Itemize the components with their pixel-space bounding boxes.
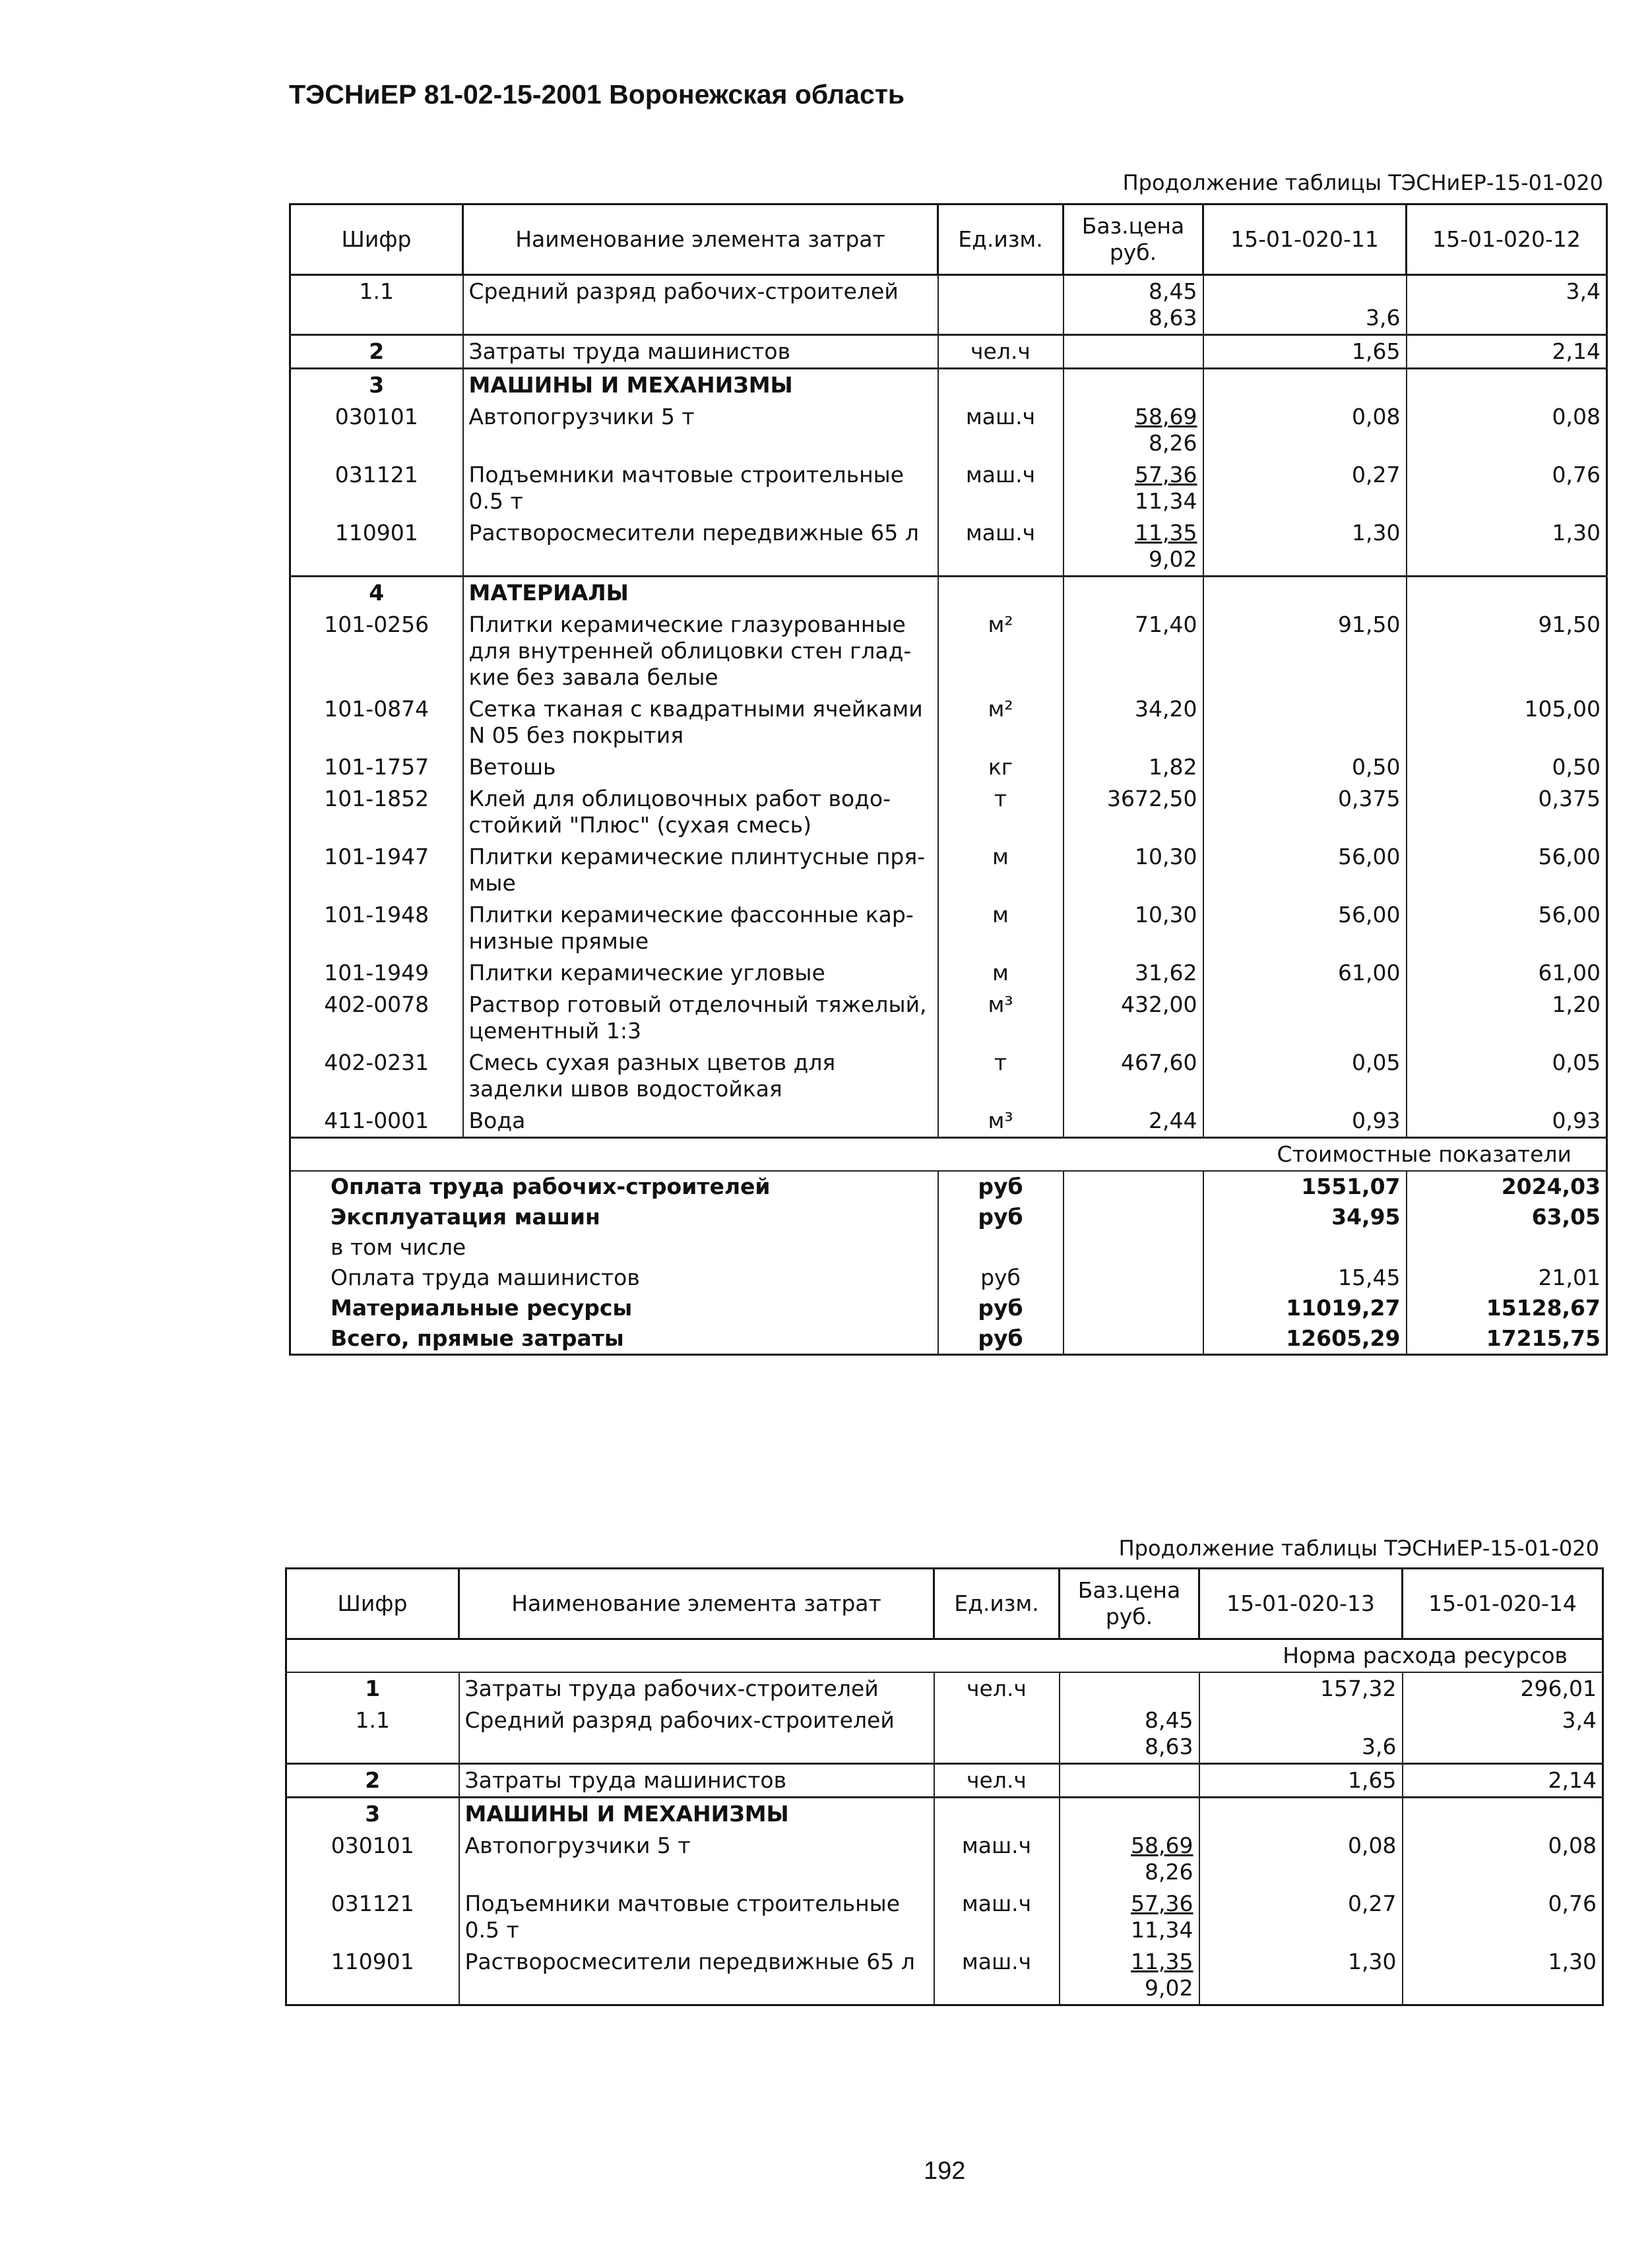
cell-name: Растворосмесители передвижные 65 л — [463, 517, 938, 577]
col-header-norm-12: 15-01-020-12 — [1407, 204, 1607, 275]
table-row — [290, 335, 1607, 369]
cell-price-secondary: 9,02 — [1149, 546, 1197, 572]
cell-code: 101-1948 — [290, 899, 463, 957]
summary-row — [290, 1323, 1607, 1355]
table-row — [290, 1047, 1607, 1105]
cell-norm-1: 0,27 — [1199, 1888, 1403, 1946]
summary-empty — [1064, 1293, 1203, 1323]
cell-price — [1064, 899, 1203, 957]
summary-value-2: 21,01 — [1407, 1263, 1607, 1293]
cell-norm-2: 2,14 — [1403, 1764, 1603, 1798]
cell-unit: м — [938, 899, 1064, 957]
cell-unit: чел.ч — [934, 1764, 1060, 1798]
cell-norm-1: 56,00 — [1203, 841, 1407, 899]
col-header-norm-13: 15-01-020-13 — [1199, 1569, 1403, 1639]
cell-code: 402-0231 — [290, 1047, 463, 1105]
cell-code: 1.1 — [290, 275, 463, 335]
cell-price-primary: 34,20 — [1135, 696, 1197, 722]
cell-norm-1: 0,50 — [1203, 751, 1407, 783]
summary-row — [290, 1171, 1607, 1202]
cell-price — [1064, 577, 1203, 610]
col-header-name: Наименование элемента затрат — [459, 1569, 934, 1639]
summary-value-2: 63,05 — [1407, 1202, 1607, 1232]
cell-code: 2 — [286, 1764, 459, 1798]
cell-norm-2: 0,08 — [1407, 401, 1607, 459]
cell-code: 030101 — [290, 401, 463, 459]
page-number: 192 — [924, 2157, 966, 2185]
cell-price-primary: 11,35 — [1135, 520, 1197, 546]
cell-price-secondary: 9,02 — [1145, 1975, 1193, 2001]
cell-price-primary: 2,44 — [1149, 1108, 1197, 1133]
cell-norm-2: 1,30 — [1403, 1946, 1603, 2005]
cell-price — [1064, 693, 1203, 751]
table-row — [286, 1798, 1603, 1831]
summary-row — [290, 1263, 1607, 1293]
cell-name: Плитки керамические фассонные кар-низные прямые — [463, 899, 938, 957]
summary-empty — [1064, 1202, 1203, 1232]
summary-value-2 — [1407, 1232, 1607, 1263]
cell-price — [1060, 1764, 1199, 1798]
cell-norm-2: 105,00 — [1407, 693, 1607, 751]
cell-price-primary: 3672,50 — [1107, 786, 1197, 811]
cell-name: Автопогрузчики 5 т — [463, 401, 938, 459]
cell-norm-1: 1,65 — [1203, 335, 1407, 369]
summary-row — [290, 1293, 1607, 1323]
cell-unit: чел.ч — [934, 1672, 1060, 1705]
cell-norm-2: 56,00 — [1407, 841, 1607, 899]
summary-label: Оплата труда машинистов — [331, 1265, 640, 1290]
cell-price-primary: 57,36 — [1135, 462, 1197, 487]
cell-price — [1064, 989, 1203, 1047]
cell-norm-1 — [1203, 577, 1407, 610]
cell-unit: чел.ч — [938, 335, 1064, 369]
cell-code: 101-1852 — [290, 783, 463, 841]
cell-name: Сетка тканая с квадратными ячейками N 05 без покрытия — [463, 693, 938, 751]
cell-code: 411-0001 — [290, 1105, 463, 1138]
summary-label: Всего, прямые затраты — [331, 1325, 624, 1351]
cell-norm-1: 3,6 — [1203, 275, 1407, 335]
cell-unit: кг — [938, 751, 1064, 783]
cell-name: Затраты труда машинистов — [459, 1764, 934, 1798]
cell-name: Клей для облицовочных работ водо-стойкий "Плюс" (сухая смесь) — [463, 783, 938, 841]
cell-price-primary: 1,82 — [1149, 754, 1197, 780]
cell-price — [1060, 1888, 1199, 1946]
cell-code: 101-1947 — [290, 841, 463, 899]
cell-price — [1060, 1798, 1199, 1831]
cell-price-secondary: 11,34 — [1131, 1917, 1193, 1943]
cell-name: Подъемники мачтовые строительные 0.5 т — [459, 1888, 934, 1946]
cell-unit — [938, 369, 1064, 402]
cell-name: МАШИНЫ И МЕХАНИЗМЫ — [463, 369, 938, 402]
cell-norm-2 — [1407, 369, 1607, 402]
cell-norm-2: 3,4 — [1407, 275, 1607, 335]
cell-code: 101-1949 — [290, 957, 463, 989]
cell-unit: м — [938, 957, 1064, 989]
cell-unit: м³ — [938, 1105, 1064, 1138]
cell-norm-2: 2,14 — [1407, 335, 1607, 369]
cell-code: 1.1 — [286, 1705, 459, 1764]
page-title: ТЭСНиЕР 81-02-15-2001 Воронежская область — [289, 79, 905, 110]
table-row — [286, 1946, 1603, 2005]
cell-price — [1064, 369, 1203, 402]
col-header-price: Баз.цена руб. — [1064, 204, 1203, 275]
cost-caption-row — [290, 1138, 1607, 1172]
cell-price — [1064, 841, 1203, 899]
cell-name: Плитки керамические плинтусные пря-мые — [463, 841, 938, 899]
cell-unit: маш.ч — [934, 1830, 1060, 1888]
cell-norm-2: 61,00 — [1407, 957, 1607, 989]
col-header-name: Наименование элемента затрат — [463, 204, 938, 275]
table-row — [286, 1888, 1603, 1946]
cell-price — [1064, 957, 1203, 989]
summary-unit: руб — [938, 1263, 1064, 1293]
cell-unit: м³ — [938, 989, 1064, 1047]
table-row — [290, 609, 1607, 693]
summary-empty — [1064, 1323, 1203, 1355]
cell-unit — [934, 1705, 1060, 1764]
cell-price-primary: 8,45 — [1145, 1707, 1193, 1733]
cell-price-primary: 8,45 — [1149, 278, 1197, 304]
summary-value-1: 11019,27 — [1203, 1293, 1407, 1323]
table-2-body — [286, 1672, 1603, 2005]
cell-code: 030101 — [286, 1830, 459, 1888]
summary-label: Материальные ресурсы — [331, 1295, 633, 1321]
table-2 — [285, 1567, 1604, 2006]
cell-norm-1: 157,32 — [1199, 1672, 1403, 1705]
summary-row — [290, 1202, 1607, 1232]
table-row — [290, 841, 1607, 899]
cell-unit: т — [938, 783, 1064, 841]
cell-unit: м² — [938, 693, 1064, 751]
cell-price-primary: 10,30 — [1135, 844, 1197, 869]
cell-name: Подъемники мачтовые строительные 0.5 т — [463, 459, 938, 517]
cell-code: 2 — [290, 335, 463, 369]
cell-norm-2: 91,50 — [1407, 609, 1607, 693]
cell-norm-1: 0,27 — [1203, 459, 1407, 517]
cell-price-secondary: 8,26 — [1149, 430, 1197, 456]
cell-name: Раствор готовый отделочный тяжелый, цементный 1:3 — [463, 989, 938, 1047]
cell-unit — [938, 577, 1064, 610]
cell-norm-2 — [1403, 1798, 1603, 1831]
cell-price-primary: 58,69 — [1135, 404, 1197, 429]
cell-code: 101-0874 — [290, 693, 463, 751]
table-row — [286, 1830, 1603, 1888]
cell-unit: маш.ч — [934, 1888, 1060, 1946]
table-row — [290, 989, 1607, 1047]
summary-label: Эксплуатация машин — [331, 1204, 600, 1230]
cell-norm-1: 1,30 — [1203, 517, 1407, 577]
cell-norm-1 — [1203, 989, 1407, 1047]
table-row — [290, 1105, 1607, 1138]
table-row — [290, 275, 1607, 335]
summary-row — [290, 1232, 1607, 1263]
cell-norm-2: 0,375 — [1407, 783, 1607, 841]
cell-code: 3 — [286, 1798, 459, 1831]
cell-price — [1060, 1946, 1199, 2005]
summary-unit — [938, 1232, 1064, 1263]
table-row — [290, 751, 1607, 783]
cell-name: Средний разряд рабочих-строителей — [459, 1705, 934, 1764]
summary-label: в том числе — [331, 1234, 466, 1260]
cell-price — [1064, 517, 1203, 577]
cell-name: Плитки керамические глазурованные для внутренней облицовки стен глад-кие без завала белые — [463, 609, 938, 693]
cell-price — [1064, 401, 1203, 459]
summary-value-1: 12605,29 — [1203, 1323, 1407, 1355]
cell-price-secondary: 8,63 — [1149, 305, 1197, 330]
cell-price-secondary: 8,63 — [1145, 1734, 1193, 1759]
cell-unit: маш.ч — [938, 459, 1064, 517]
cell-norm-2: 296,01 — [1403, 1672, 1603, 1705]
col-header-norm-11: 15-01-020-11 — [1203, 204, 1407, 275]
summary-value-2: 2024,03 — [1407, 1171, 1607, 1202]
cell-norm-1 — [1199, 1798, 1403, 1831]
cell-norm-2: 1,20 — [1407, 989, 1607, 1047]
summary-empty — [1064, 1232, 1203, 1263]
cell-name: МАТЕРИАЛЫ — [463, 577, 938, 610]
summary-value-1 — [1203, 1232, 1407, 1263]
cell-name: Вода — [463, 1105, 938, 1138]
cell-code: 031121 — [290, 459, 463, 517]
cell-price — [1064, 459, 1203, 517]
cell-name: Растворосмесители передвижные 65 л — [459, 1946, 934, 2005]
cell-price — [1064, 275, 1203, 335]
summary-value-2: 17215,75 — [1407, 1323, 1607, 1355]
cell-price-secondary: 11,34 — [1135, 488, 1197, 514]
cell-norm-1: 56,00 — [1203, 899, 1407, 957]
cell-norm-2 — [1407, 577, 1607, 610]
cell-norm-2: 0,76 — [1403, 1888, 1603, 1946]
table-row — [286, 1705, 1603, 1764]
col-header-code: Шифр — [290, 204, 463, 275]
cell-code: 110901 — [286, 1946, 459, 2005]
cell-code: 031121 — [286, 1888, 459, 1946]
cell-price — [1060, 1830, 1199, 1888]
cell-price — [1064, 783, 1203, 841]
cell-price-primary: 57,36 — [1131, 1891, 1193, 1916]
cell-norm-1: 0,05 — [1203, 1047, 1407, 1105]
summary-unit: руб — [938, 1293, 1064, 1323]
col-header-code: Шифр — [286, 1569, 459, 1639]
table-2-caption: Продолжение таблицы ТЭСНиЕР-15-01-020 — [1118, 1536, 1599, 1561]
cell-code: 101-0256 — [290, 609, 463, 693]
cell-price-primary: 58,69 — [1131, 1833, 1193, 1858]
cell-price-primary: 11,35 — [1131, 1949, 1193, 1974]
table-1-summary — [290, 1171, 1607, 1355]
col-header-norm-14: 15-01-020-14 — [1403, 1569, 1603, 1639]
cell-price — [1064, 1105, 1203, 1138]
cell-norm-2: 0,50 — [1407, 751, 1607, 783]
table-row — [290, 517, 1607, 577]
cell-norm-1 — [1203, 369, 1407, 402]
cell-unit: т — [938, 1047, 1064, 1105]
table-1-wrap — [289, 170, 1606, 1356]
table-row — [290, 899, 1607, 957]
summary-value-1: 34,95 — [1203, 1202, 1407, 1232]
cell-code: 3 — [290, 369, 463, 402]
cell-norm-2: 3,4 — [1403, 1705, 1603, 1764]
cell-name: Ветошь — [463, 751, 938, 783]
norm-caption: Норма расхода ресурсов — [286, 1639, 1603, 1673]
summary-unit: руб — [938, 1323, 1064, 1355]
cell-norm-1: 0,08 — [1199, 1830, 1403, 1888]
col-header-unit: Ед.изм. — [934, 1569, 1060, 1639]
cell-unit: маш.ч — [934, 1946, 1060, 2005]
table-row — [290, 693, 1607, 751]
cell-norm-2: 0,93 — [1407, 1105, 1607, 1138]
cell-norm-1: 0,08 — [1203, 401, 1407, 459]
cell-unit: маш.ч — [938, 401, 1064, 459]
cell-name: Затраты труда машинистов — [463, 335, 938, 369]
table-1-body — [290, 275, 1607, 1138]
cell-name: Плитки керамические угловые — [463, 957, 938, 989]
cell-unit: маш.ч — [938, 517, 1064, 577]
table-row — [290, 783, 1607, 841]
cell-price-primary: 10,30 — [1135, 902, 1197, 928]
cell-code: 402-0078 — [290, 989, 463, 1047]
col-header-unit: Ед.изм. — [938, 204, 1064, 275]
cost-caption: Стоимостные показатели — [290, 1138, 1607, 1172]
cell-name: МАШИНЫ И МЕХАНИЗМЫ — [459, 1798, 934, 1831]
cell-price-primary: 432,00 — [1121, 991, 1197, 1017]
summary-empty — [1064, 1263, 1203, 1293]
table-row — [286, 1672, 1603, 1705]
cell-name: Затраты труда рабочих-строителей — [459, 1672, 934, 1705]
cell-unit — [934, 1798, 1060, 1831]
cell-unit: м² — [938, 609, 1064, 693]
cell-price — [1064, 335, 1203, 369]
cell-price-secondary: 8,26 — [1145, 1859, 1193, 1885]
cell-code: 101-1757 — [290, 751, 463, 783]
cell-price-primary: 31,62 — [1135, 960, 1197, 986]
cell-price — [1064, 609, 1203, 693]
summary-value-2: 15128,67 — [1407, 1293, 1607, 1323]
table-row — [290, 459, 1607, 517]
table-row — [290, 401, 1607, 459]
table-row — [290, 957, 1607, 989]
cell-code: 4 — [290, 577, 463, 610]
cell-norm-1: 0,375 — [1203, 783, 1407, 841]
table-1-caption: Продолжение таблицы ТЭСНиЕР-15-01-020 — [1122, 170, 1603, 195]
cell-code: 110901 — [290, 517, 463, 577]
cell-price — [1064, 751, 1203, 783]
cell-norm-1: 3,6 — [1199, 1705, 1403, 1764]
cell-price — [1060, 1705, 1199, 1764]
cell-norm-2: 1,30 — [1407, 517, 1607, 577]
norm-caption-row — [286, 1639, 1603, 1673]
summary-value-1: 1551,07 — [1203, 1171, 1407, 1202]
cell-norm-2: 0,05 — [1407, 1047, 1607, 1105]
summary-empty — [1064, 1171, 1203, 1202]
summary-unit: руб — [938, 1202, 1064, 1232]
cell-norm-1: 91,50 — [1203, 609, 1407, 693]
summary-unit: руб — [938, 1171, 1064, 1202]
table-row — [286, 1764, 1603, 1798]
cell-norm-2: 0,76 — [1407, 459, 1607, 517]
summary-label: Оплата труда рабочих-строителей — [331, 1174, 771, 1199]
cell-norm-1: 0,93 — [1203, 1105, 1407, 1138]
cell-unit: м — [938, 841, 1064, 899]
table-1 — [289, 203, 1608, 1356]
cell-norm-2: 56,00 — [1407, 899, 1607, 957]
col-header-price: Баз.цена руб. — [1060, 1569, 1199, 1639]
cell-name: Смесь сухая разных цветов для заделки швов водостойкая — [463, 1047, 938, 1105]
summary-value-1: 15,45 — [1203, 1263, 1407, 1293]
cell-name: Средний разряд рабочих-строителей — [463, 275, 938, 335]
table-row — [290, 577, 1607, 610]
cell-price-primary: 71,40 — [1135, 612, 1197, 637]
table-row — [290, 369, 1607, 402]
cell-unit — [938, 275, 1064, 335]
cell-norm-1: 61,00 — [1203, 957, 1407, 989]
cell-code: 1 — [286, 1672, 459, 1705]
cell-norm-1: 1,30 — [1199, 1946, 1403, 2005]
cell-price — [1064, 1047, 1203, 1105]
cell-price — [1060, 1672, 1199, 1705]
cell-norm-1: 1,65 — [1199, 1764, 1403, 1798]
cell-norm-2: 0,08 — [1403, 1830, 1603, 1888]
table-2-wrap — [285, 1536, 1602, 2006]
cell-price-primary: 467,60 — [1121, 1050, 1197, 1075]
cell-norm-1 — [1203, 693, 1407, 751]
cell-name: Автопогрузчики 5 т — [459, 1830, 934, 1888]
